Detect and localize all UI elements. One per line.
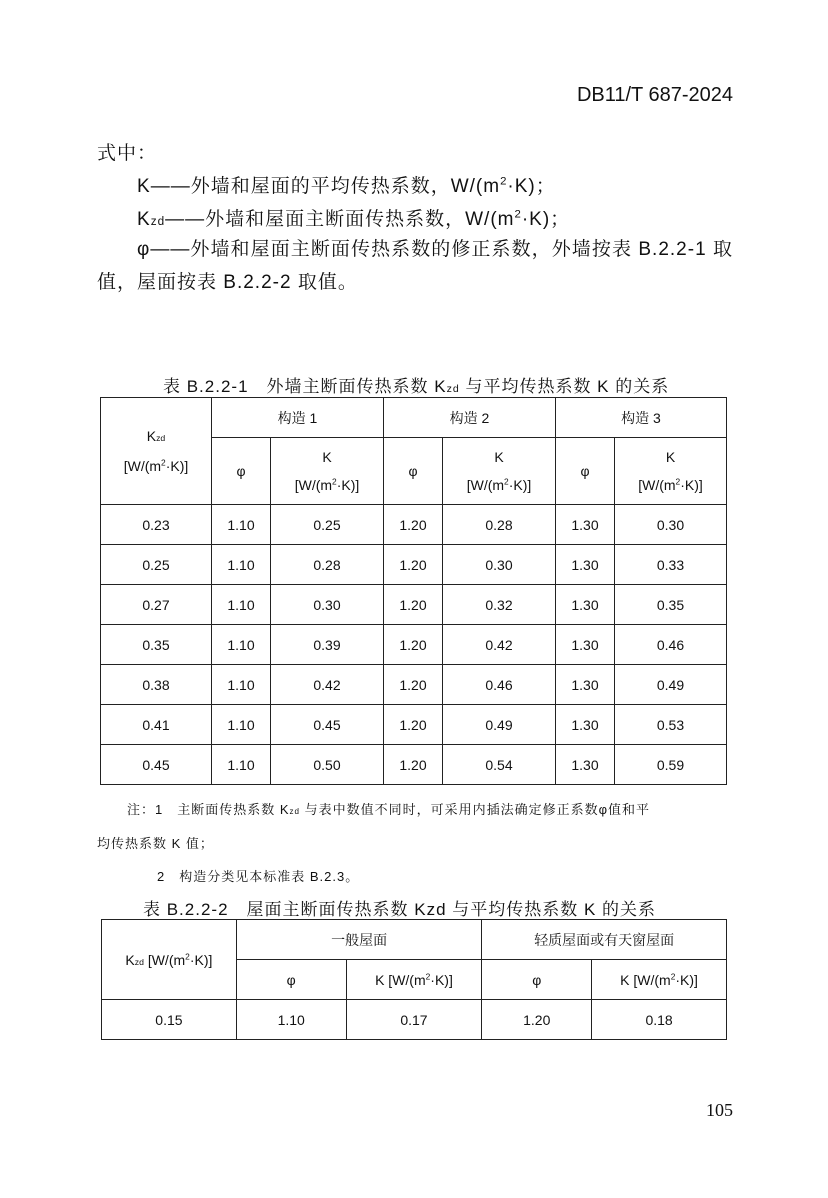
table-cell: 1.30 [556,505,615,545]
table-b221 [100,397,727,785]
table-cell: 0.32 [443,585,556,625]
table-cell: 0.25 [101,545,212,585]
table-cell: 1.20 [384,705,443,745]
table-cell: 1.10 [212,665,271,705]
k-header: K $[W/(m^2\cdot K)]$ [271,438,384,505]
group-header: 轻质屋面或有天窗屋面 [482,920,727,960]
kzd-header: Kzd $[W/(m^2\cdot K)]$ [101,398,212,505]
definition-k: K——外墙和屋面的平均传热系数，$W/(m^2\cdot K)$； [137,175,556,197]
table-cell: 1.20 [384,745,443,785]
table-row [101,665,727,705]
table-cell: 0.45 [101,745,212,785]
table-cell: 0.50 [271,745,384,785]
phi-header: φ [212,438,271,505]
table-cell: 0.28 [443,505,556,545]
table-cell: 1.20 [384,625,443,665]
table-cell: 0.23 [101,505,212,545]
table-cell: 0.25 [271,505,384,545]
table-cell: 1.20 [482,1000,592,1040]
note-1: 注：1 主断面传热系数 Kzd 与表中数值不同时，可采用内插法确定修正系数φ值和平 [127,802,651,817]
table-cell: 1.20 [384,505,443,545]
table-cell: 0.30 [615,505,727,545]
table-cell: 0.45 [271,705,384,745]
table-cell: 1.30 [556,625,615,665]
table-cell: 0.46 [443,665,556,705]
table-cell: 0.38 [101,665,212,705]
table2-caption: 表 B.2.2-2 屋面主断面传热系数 Kzd 与平均传热系数 K 的关系 [143,900,657,919]
kzd-header: Kzd $[W/(m^2\cdot K)]$ [102,920,237,1000]
table-row [101,745,727,785]
note-2: 2 构造分类见本标准表 B.2.3。 [157,869,360,884]
table-row [101,505,727,545]
table-cell: 1.30 [556,545,615,585]
k-header: K $[W/(m^2\cdot K)]$ [615,438,727,505]
group-header: 构造 3 [556,398,727,438]
group-header: 构造 2 [384,398,556,438]
phi-header: φ [236,960,346,1000]
phi-header: φ [482,960,592,1000]
table-cell: 0.49 [615,665,727,705]
table-cell: 0.33 [615,545,727,585]
phi-header: φ [384,438,443,505]
table-cell: 0.41 [101,705,212,745]
table-cell: 1.20 [384,545,443,585]
table-cell: 1.10 [212,745,271,785]
table-cell: 0.54 [443,745,556,785]
table-cell: 0.42 [271,665,384,705]
table-cell: 0.35 [615,585,727,625]
table-cell: 1.20 [384,585,443,625]
table-b222 [101,919,727,1040]
table-cell: 0.30 [271,585,384,625]
table-cell: 1.30 [556,585,615,625]
definition-phi: φ——外墙和屋面主断面传热系数的修正系数，外墙按表 B.2.2-1 取值，屋面按表 B.2.2-2 取值。 [97,239,733,293]
table-cell: 1.10 [212,545,271,585]
document-code: DB11/T 687-2024 [576,84,733,106]
table-cell: 1.30 [556,665,615,705]
table-row [101,625,727,665]
table-cell: 0.53 [615,705,727,745]
k-header: K $[W/(m^2\cdot K)]$ [443,438,556,505]
definition-kzd: Kzd——外墙和屋面主断面传热系数，$W/(m^2\cdot K)$； [137,208,571,230]
table-cell: 1.10 [212,625,271,665]
table-cell: 0.59 [615,745,727,785]
note-1-continued: 均传热系数 K 值； [97,836,214,851]
table-cell: 1.10 [236,1000,346,1040]
table1-caption: 表 B.2.2-1 外墙主断面传热系数 Kzd 与平均传热系数 K 的关系 [163,377,670,396]
page-number: 105 [706,1100,733,1120]
table-row [101,545,727,585]
table-row [101,705,727,745]
table-cell: 0.49 [443,705,556,745]
table-cell: 1.30 [556,745,615,785]
table-cell: 0.27 [101,585,212,625]
table-cell: 0.18 [592,1000,727,1040]
table-cell: 0.28 [271,545,384,585]
phi-header: φ [556,438,615,505]
table-cell: 1.10 [212,705,271,745]
table-cell: 0.30 [443,545,556,585]
table-cell: 0.46 [615,625,727,665]
group-header: 构造 1 [212,398,384,438]
table-row [102,1000,727,1040]
table-row [101,585,727,625]
k-header: K $[W/(m^2\cdot K)]$ [592,960,727,1000]
table-cell: 0.17 [346,1000,482,1040]
table-cell: 0.42 [443,625,556,665]
table-cell: 1.10 [212,505,271,545]
table-cell: 1.10 [212,585,271,625]
table-cell: 1.20 [384,665,443,705]
table-cell: 0.15 [102,1000,237,1040]
intro-label: 式中： [97,143,158,164]
k-header: K $[W/(m^2\cdot K)]$ [346,960,482,1000]
group-header: 一般屋面 [236,920,482,960]
table-cell: 1.30 [556,705,615,745]
table-cell: 0.35 [101,625,212,665]
table-cell: 0.39 [271,625,384,665]
